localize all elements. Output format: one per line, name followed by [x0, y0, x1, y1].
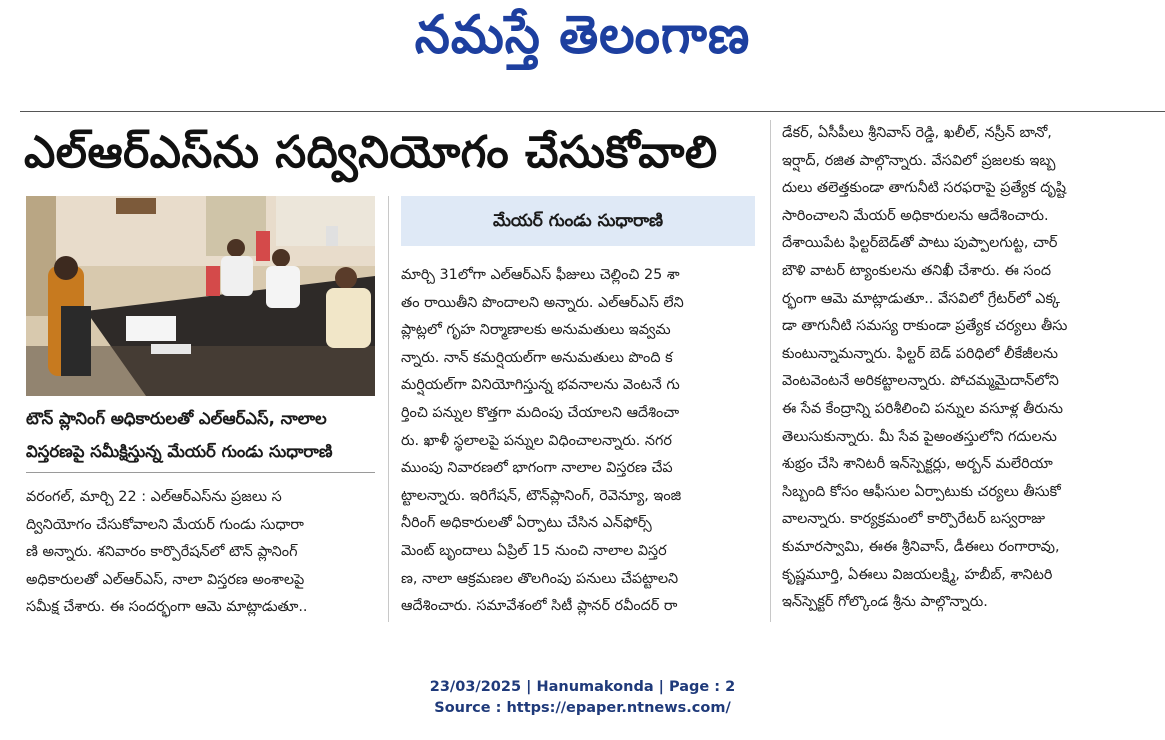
text-line: కుంటున్నామన్నారు. ఫిల్టర్ బెడ్ పరిధిలో లీకేజీలను [782, 345, 1058, 362]
text-line: డేకర్, ఏసీపీలు శ్రీనివాస్ రెడ్డి, ఖలీల్, నస్రీన్ బానో, [782, 125, 1052, 141]
article-clipping [0, 112, 1165, 622]
text-line: న్నారు. నాన్ కమర్షియల్‌గా అనుమతులు పొంది క [401, 349, 673, 366]
article-subhead: మేయర్ గుండు సుధారాణి [401, 196, 755, 246]
text-line: తెలుసుకున్నారు. మీ సేవ పైఅంతస్తులోని గదులను [782, 428, 1057, 445]
text-line: మెంట్ బృందాలు ఏప్రిల్ 15 నుంచి నాలాల విస్తర [401, 542, 667, 559]
text-line: ట్టాలన్నారు. ఇరిగేషన్, టౌన్‌ప్లానింగ్, రెవెన్యూ, ఇంజి [401, 487, 682, 504]
source-link[interactable]: Source : https://epaper.ntnews.com/ [434, 700, 731, 716]
caption-divider [26, 472, 375, 473]
text-line: బౌళి వాటర్ ట్యాంకులను తనిఖీ చేశారు. ఈ సంద [782, 262, 1051, 279]
text-line: వాలన్నారు. కార్యక్రమంలో కార్పొరేటర్ బస్వరాజు [782, 511, 1046, 528]
text-line: శుభ్రం చేసి శానిటరీ ఇన్‌స్పెక్టర్లు, అర్బన్ మలేరియా [782, 456, 1053, 473]
text-line: ద్వినియోగం చేసుకోవాలని మేయర్ గుండు సుధారా [26, 516, 304, 533]
article-headline: ఎల్‌ఆర్‌ఎస్‌ను సద్వినియోగం చేసుకోవాలి [24, 127, 718, 178]
text-line: దేశాయిపేట ఫిల్టర్‌బెడ్‌తో పాటు పుప్పాలగుట్ట, చార్ [782, 235, 1058, 252]
column-divider [388, 196, 389, 622]
text-line: ఇర్షాద్, రజిత పాల్గొన్నారు. వేసవిలో ప్రజలకు ఇబ్బ [782, 152, 1056, 169]
page-footer [0, 677, 1165, 719]
text-line: మర్షియల్‌గా వినియోగిస్తున్న భవనాలను వెంటనే గు [401, 377, 680, 394]
edition-info: 23/03/2025 | Hanumakonda | Page : 2 [429, 679, 736, 695]
text-line: నీరింగ్ అధికారులతో ఏర్పాటు చేసిన ఎన్‌ఫోర్స్ [401, 515, 652, 532]
newspaper-logo: నమస్తే తెలంగాణ [414, 3, 751, 65]
text-line: సమీక్ష చేశారు. ఈ సందర్భంగా ఆమె మాట్లాడుతూ.. [26, 599, 308, 616]
meeting-photo-illustration [26, 196, 375, 396]
article-column-3 [782, 120, 1162, 617]
text-line: ర్భంగా ఆమె మాట్లాడుతూ.. వేసవిలో గ్రేటర్‌లో ఎక్క [782, 290, 1061, 307]
text-line: రు. ఖాళీ స్థలాలపై పన్నుల విధించాలన్నారు. నగర [401, 432, 672, 449]
text-line: కుమారస్వామి, ఈఈ శ్రీనివాస్, డీఈలు రంగారావు, [782, 538, 1060, 555]
masthead [0, 0, 1165, 82]
caption-line: విస్తరణపై సమీక్షిస్తున్న మేయర్ గుండు సుధారాణి [26, 442, 333, 461]
text-line: వెంటవెంటనే అరికట్టాలన్నారు. పోచమ్మమైదాన్‌లోని [782, 373, 1059, 390]
text-line: సిబ్బంది కోసం ఆఫీసుల ఏర్పాటుకు చర్యలు తీసుకో [782, 483, 1061, 500]
column-divider [770, 120, 771, 622]
article-column-1 [26, 484, 378, 622]
text-line: ముంపు నివారణలో భాగంగా నాలాల విస్తరణ చేప [401, 460, 673, 477]
text-line: ఈ సేవ కేంద్రాన్ని పరిశీలించి పన్నుల వసూళ్ల తీరును [782, 400, 1063, 417]
text-line: ఇన్‌స్పెక్టర్ గోల్కొండ శ్రీను పాల్గొన్నారు. [782, 594, 988, 611]
article-photo [26, 196, 375, 396]
article-column-2 [401, 262, 757, 621]
text-line: అధికారులతో ఎల్‌ఆర్‌ఎస్, నాలా విస్తరణ అంశాలపై [26, 571, 305, 588]
text-line: ఆదేశించారు. సమావేశంలో సిటీ ప్లానర్ రవీందర్ రా [401, 598, 678, 615]
text-line: కృష్ణమూర్తి, ఏఈలు విజయలక్ష్మి, హబీబ్, శానిటరి [782, 566, 1053, 583]
text-line: తం రాయితీని పొందాలని అన్నారు. ఎల్‌ఆర్‌ఎస్ లేని [401, 294, 684, 311]
text-line: ణి అన్నారు. శనివారం కార్పొరేషన్‌లో టౌన్ ప్లానింగ్ [26, 544, 298, 561]
text-line: వరంగల్, మార్చి 22 : ఎల్‌ఆర్‌ఎస్‌ను ప్రజలు స [26, 489, 282, 505]
text-line: ణ, నాలా ఆక్రమణల తొలగింపు పనులు చేపట్టాలని [401, 570, 679, 587]
text-line: ర్తించి పన్నుల కొత్తగా మదింపు చేయాలని ఆదేశించా [401, 404, 680, 421]
caption-line: టౌన్ ప్లానింగ్ అధికారులతో ఎల్‌ఆర్‌ఎస్, నాలాల [26, 409, 327, 428]
text-line: మార్చి 31లోగా ఎల్‌ఆర్‌ఎస్ ఫీజులు చెల్లించి 25 శా [401, 267, 680, 283]
text-line: ప్లాట్లలో గృహ నిర్మాణాలకు అనుమతులు ఇవ్వమ [401, 322, 671, 339]
text-line: సారించాలని మేయర్ అధికారులను ఆదేశించారు. [782, 207, 1049, 224]
text-line: దులు తలెత్తకుండా తాగునీటి సరఫరాపై ప్రత్యేక దృష్టి [782, 180, 1067, 197]
photo-caption [26, 402, 375, 472]
text-line: డా తాగునీటి సమస్య రాకుండా ప్రత్యేక చర్యలు తీసు [782, 318, 1068, 335]
